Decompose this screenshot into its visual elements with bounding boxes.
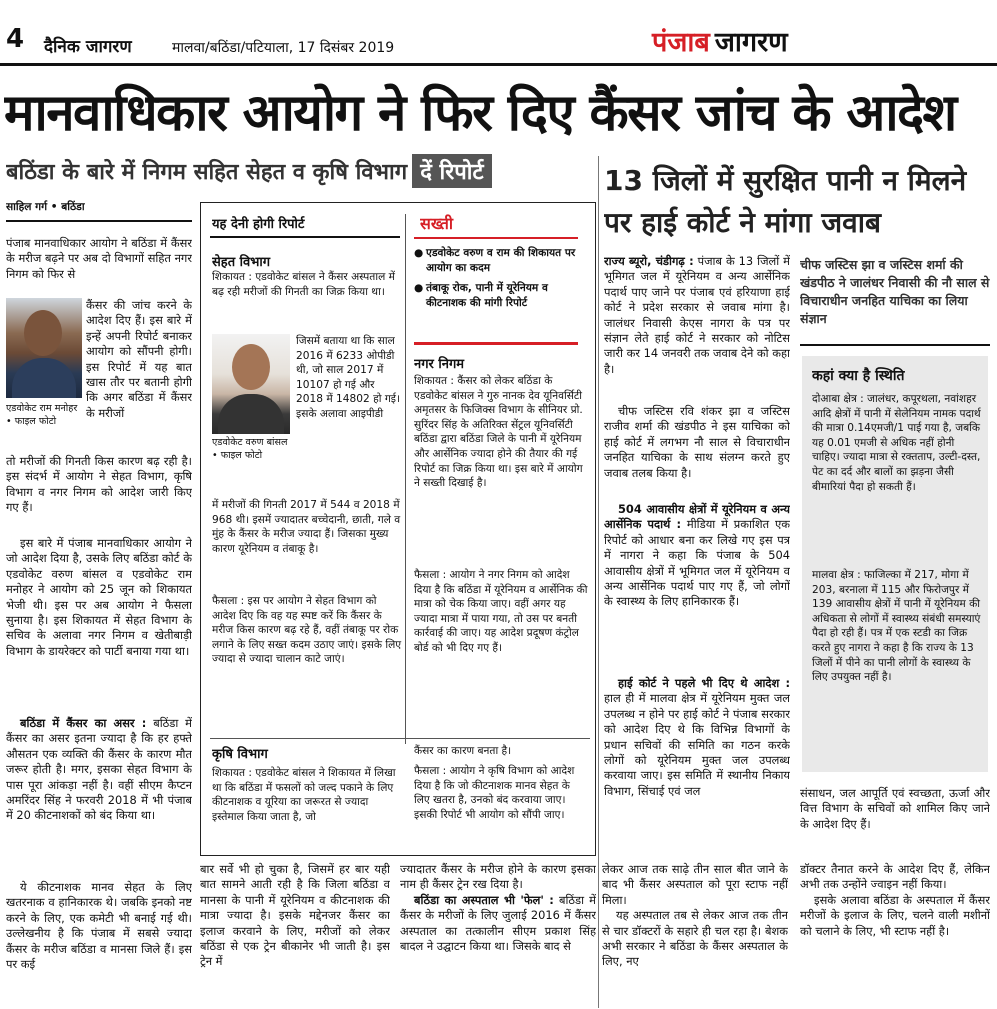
reporter-photo	[6, 298, 82, 398]
strict-bullets	[414, 246, 586, 338]
dateline: राज्य ब्यूरो, चंडीगढ़ :	[604, 254, 694, 268]
bottom-col2	[400, 862, 596, 1008]
status-malwa: मालवा क्षेत्र : फाजिल्का में 217, मोगा में 203, बरनाला में 115 और फिरोजपुर में 139 आवासीय क्षेत्रों में पानी में यूरेनियम की अधिकता से लोगों में स्वास्थ्य संबंधी समस्याएं पैदा हो रही हैं। पत्र में एक स्टडी का जिक्र करते हुए नागरा ने कहा है कि राज्य के 13 जिलों में पीने का पानी लोगों के स्वास्थ्य के लिए उपयुक्त नहीं है।	[812, 569, 981, 684]
right-para1	[604, 254, 790, 402]
header-rule	[0, 63, 997, 66]
page-header	[0, 0, 997, 62]
health-side: जिसमें बताया था कि साल 2016 में 6233 ओपीडी थी, जो साल 2017 में 10107 हो गई और 2018 में 14802 हो गई। इसके अलावा आइपीडी	[296, 335, 401, 420]
para3-text: बठिंडा में कैंसर का असर इतना ज्यादा है कि हर हफ्ते औसतन एक व्यक्ति की कैंसर के कारण मौत जरूर होती है। मगर, इसका सेहत विभाग के पास पूरा आंकड़ा नहीं है। वहीं सीएम कैप्टन अमरिंदर सिंह ने फरवरी 2018 में भी पंजाब में 20 कीटनाशकों को बंद किया था।	[6, 716, 192, 823]
bottom-col4	[800, 862, 990, 1008]
photo-caption-ram: एडवोकेट राम मनोहर • फाइल फोटो	[6, 403, 78, 427]
status-box-title: कहां क्या है स्थिति	[812, 368, 905, 384]
page-number: 4	[6, 24, 25, 54]
bansal-photo	[212, 334, 290, 434]
right-para2	[604, 404, 790, 500]
agri-title: कृषि विभाग	[212, 747, 268, 762]
health-complaint: शिकायत : एडवोकेट बांसल ने कैंसर अस्पताल में बढ़ रही मरीजों की गिनती का जिक्र किया था।	[212, 271, 395, 298]
brand-part1: पंजाब	[652, 27, 710, 58]
health-decision: फैसला : इस पर आयोग ने सेहत विभाग को आदेश दिए कि वह यह स्पष्ट करें कि कैंसर के मरीज किस कारण बढ़ रहे हैं, वहीं तंबाकू पर रोक लगाने के लिए सख्त कदम उठाए जाएं। इसके लिए ज्यादा से ज्यादा चालान काटे जाएं।	[212, 595, 402, 666]
bullet-dot-icon: ●	[414, 247, 424, 259]
deck-rule	[800, 344, 990, 346]
para3-lead: बठिंडा में कैंसर का असर :	[20, 716, 147, 730]
brand-part2: जागरण	[714, 27, 788, 58]
left-para1-side: कैंसर की जांच करने के आदेश दिए हैं। इस बारे में इन्हें अपनी रिपोर्ट बनाकर आयोग को सौंपनी होगी। इस रिपोर्ट में यह बात खास तौर पर बतानी होगी कि अगर बठिंडा में कैंसर के मरीजों	[86, 298, 192, 420]
report-box-divider	[405, 214, 406, 744]
col2-a: ज्यादातर कैंसर के मरीज होने के कारण इसका नाम ही कैंसर ट्रेन रख दिया है।	[400, 862, 596, 892]
right-para4-lead: हाई कोर्ट ने पहले भी दिए थे आदेश :	[618, 676, 790, 690]
paper-name: दैनिक जागरण	[44, 37, 132, 57]
right-para3-text: मीडिया में प्रकाशित एक रिपोर्ट को आधार बना कर लिखे गए इस पत्र में नागरा ने कहा कि पंजाब के 504 आवासीय क्षेत्रों में भूमिगत जल में यूरेनियम व अन्य आर्सेनिक पदार्थ पाए गए हैं, जो लोगों के स्वास्थ्य के लिए हानिकारक हैं।	[604, 517, 790, 609]
left-subhead	[6, 154, 596, 198]
corp-title: नगर निगम	[414, 357, 465, 372]
left-para4	[6, 880, 192, 1006]
right-deck: चीफ जस्टिस झा व जस्टिस शर्मा की खंडपीठ ने जालंधर निवासी की नौ साल से विचाराधीन जनहित याचिका का लिया संज्ञान	[800, 257, 990, 326]
agri-cont: कैंसर का कारण बनता है।	[414, 745, 512, 757]
report-title-rule	[210, 236, 400, 238]
col4-b: इसके अलावा बठिंडा के अस्पताल में कैंसर मरीजों के इलाज के लिए, चलने वाली मशीनों को चलाने के लिए, भी स्टाफ नहीं है।	[800, 892, 990, 938]
left-rule	[6, 220, 192, 222]
right-para2-text: चीफ जस्टिस रवि शंकर झा व जस्टिस राजीव शर्मा की खंडपीठ ने इस याचिका को हाई कोर्ट में लगभग नौ साल से विचाराधीन जनहित याचिका के साथ संलग्न करते हुए जवाब तलब किया है।	[604, 404, 790, 480]
subhead-text: बठिंडा के बारे में निगम सहित सेहत व कृषि विभाग	[6, 160, 408, 185]
brand-logo	[652, 22, 788, 59]
strict-bullet-2	[414, 281, 586, 310]
edition-date: मालवा/बठिंडा/पटियाला, 17 दिसंबर 2019	[172, 40, 395, 56]
health-title: सेहत विभाग	[212, 255, 271, 270]
left-para3	[6, 716, 192, 866]
bansal-body	[218, 394, 284, 434]
para4-text: ये कीटनाशक मानव सेहत के लिए खतरनाक व हानिकारक थे। जबकि इनको नष्ट करने के लिए, एक कमेटी भी बनाई गई थी। उल्लेखनीय है कि पंजाब में सबसे ज्यादा कैंसर के मरीज बठिंडा व मानसा जिले हैं। इस पर कई	[6, 880, 192, 972]
photo-caption-bansal: एडवोकेट वरुण बांसल • फाइल फोटो	[212, 437, 288, 461]
right-headline: 13 जिलों में सुरक्षित पानी न मिलने पर हाई कोर्ट ने मांगा जवाब	[604, 164, 967, 239]
strict-title: सख्ती	[420, 214, 454, 233]
agri-rule	[210, 738, 590, 739]
bullet-dot-icon: ●	[414, 282, 424, 295]
col3-b: यह अस्पताल तब से लेकर आज तक तीन से चार डॉक्टरों के सहारे ही चल रहा है। बेशक अभी सरकार ने बठिंडा के कैंसर अस्पताल के लिए, नए	[602, 908, 788, 969]
left-para1-top: पंजाब मानवाधिकार आयोग ने बठिंडा में कैंसर के मरीज बढ़ने पर अब दो विभागों सहित नगर निगम को फिर से	[6, 236, 192, 281]
col3-a: लेकर आज तक साढ़े तीन साल बीत जाने के बाद भी कैंसर अस्पताल को पूरा स्टाफ नहीं मिला।	[602, 862, 788, 907]
agri-decision: फैसला : आयोग ने कृषि विभाग को आदेश दिया है कि जो कीटनाशक मानव सेहत के लिए खतरा है, उनको बंद करवाया जाए। इसकी रिपोर्ट भी आयोग को सौंपी जाए।	[414, 765, 575, 821]
main-headline: मानवाधिकार आयोग ने फिर दिए कैंसर जांच के आदेश	[4, 84, 956, 143]
right-para5: संसाधन, जल आपूर्ति एवं स्वच्छता, ऊर्जा और वित्त विभाग के सचिवों को शामिल किए जाने के आदेश दिए हैं।	[800, 786, 990, 831]
col2-lead: बठिंडा का अस्पताल भी 'फेल' :	[414, 892, 554, 907]
left-para2	[6, 536, 192, 720]
col2-b: बठिंडा में कैंसर के मरीजों के लिए जुलाई 2016 में कैंसर अस्पताल का तत्कालीन सीएम प्रकाश सिंह बादल ने उद्घाटन किया था। जिसके बाद से	[400, 892, 596, 954]
byline: साहिल गर्ग • बठिंडा	[6, 201, 85, 213]
bottom-col3	[602, 862, 788, 1008]
right-para4-text: हाल ही में मालवा क्षेत्र में यूरेनियम मुक्त जल उपलब्ध न होने पर हाई कोर्ट ने पंजाब सरकार को आदेश दिए थे कि विभिन्न विभागों के प्रधान सचिवों की समिति का गठन करके लोगों को यूरेनियम मुक्त जल उपलब्ध करवाया जाए। इस समिति में स्थानीय निकाय विभाग, सिंचाई एवं जल	[604, 691, 790, 798]
subhead-tag: दें रिपोर्ट	[412, 154, 491, 188]
corp-complaint: शिकायत : कैंसर को लेकर बठिंडा के एडवोकेट बांसल ने गुरु नानक देव यूनिवर्सिटी अमृतसर के फिजिक्स विभाग के सीनियर प्रो. सुरिंदर सिंह के अतिरिक्त सेंट्रल यूनिवर्सिटी बठिंडा द्वारा बठिंडा जिले के पानी में यूरेनियम और आर्सेनिक ज्यादा होने की तैयार की गई रिपोर्ट का जिक्र किया था। इस बारे में आयोग ने सख्ती दिखाई है।	[414, 375, 583, 490]
right-para1-text: पंजाब के 13 जिलों में भूमिगत जल में यूरेनियम व अन्य आर्सेनिक पदार्थ पाए जाने पर पंजाब एवं हरियाणा हाई कोर्ट ने प्रदेश सरकार से जवाब मांगा है। जालंधर निवासी केएस नागरा के पत्र पर संज्ञान लेते हाई कोर्ट ने सरकार को नोटिस जारी कर 14 जनवरी तक जवाब देने को कहा है।	[604, 254, 790, 376]
col4-a: डॉक्टर तैनात करने के आदेश दिए हैं, लेकिन अभी तक उन्होंने ज्वाइन नहीं किया।	[800, 862, 990, 892]
left-para1-rest: तो मरीजों की गिनती किस कारण बढ़ रही है। इस संदर्भ में आयोग ने सेहत विभाग, कृषि विभाग व नगर निगम को आदेश जारी किए गए हैं।	[6, 454, 192, 515]
right-para3	[604, 502, 790, 672]
right-divider	[598, 156, 599, 1008]
strict-bullet-1	[414, 246, 586, 275]
corp-decision: फैसला : आयोग ने नगर निगम को आदेश दिया है कि बठिंडा में यूरेनियम व आर्सेनिक की मात्रा को चेक किया जाए। वहीं अगर यह ज्यादा मात्रा में पाया गया, तो उस पर बनती कार्रवाई की जाए। यह आदेश प्रदूषण कंट्रोल बोर्ड को भी दिए गए हैं।	[414, 569, 588, 654]
health-rest: में मरीजों की गिनती 2017 में 544 व 2018 में 968 थी। इसमें ज्यादातर बच्चेदानी, छाती, गले व मुंह के कैंसर के मरीज ज्यादा हैं। जिसका मुख्य कारण यूरेनियम व तंबाकू है।	[212, 499, 401, 555]
bottom-col1: बार सर्वे भी हो चुका है, जिसमें हर बार यही बात सामने आती रही है कि जिला बठिंडा व मानसा के पानी में यूरेनियम व कीटनाशक की मात्रा ज्यादा है। इसके मद्देनजर कैंसर का इलाज करवाने के लिए, मरीजों को लेकर बठिंडा से एक ट्रेन बीकानेर भी जाती है। इस ट्रेन में	[200, 862, 390, 969]
strict-bullet-1-text: एडवोकेट वरुण व राम की शिकायत पर आयोग का कदम	[426, 247, 576, 274]
agri-complaint: शिकायत : एडवोकेट बांसल ने शिकायत में लिखा था कि बठिंडा में फसलों को जल्द पकाने के लिए कीटनाशक व यूरिया का जरूरत से ज्यादा इस्तेमाल किया जाता है, जो	[212, 767, 396, 823]
bansal-face	[232, 344, 270, 390]
report-title: यह देनी होगी रिपोर्ट	[212, 217, 305, 232]
photo-body	[12, 358, 76, 398]
para2-text: इस बारे में पंजाब मानवाधिकार आयोग ने जो आदेश दिया है, उसके लिए बठिंडा कोर्ट के एडवोकेट वरुण बांसल व एडवोकेट राम मनोहर ने आयोग को 25 जून को शिकायत भेजी थी। इस पर अब आयोग ने फैसला सुनाया है। इस शिकायत में सेहत विभाग के सचिव के अलावा नगर निगम व खेतीबाड़ी विभाग के डायरेक्टर को पार्टी बनाया गया था।	[6, 536, 192, 658]
photo-face	[24, 310, 62, 356]
corp-top-rule	[414, 342, 578, 345]
right-para4	[604, 676, 790, 860]
right-para3-lead: 504 आवासीय क्षेत्रों में यूरेनियम व अन्य आर्सेनिक पदार्थ :	[604, 502, 790, 532]
strict-bullet-2-text: तंबाकू रोक, पानी में यूरेनियम व कीटनाशक की मांगी रिपोर्ट	[426, 282, 548, 309]
strict-rule	[414, 237, 578, 239]
status-doaba: दोआबा क्षेत्र : जालंधर, कपूरथला, नवांशहर आदि क्षेत्रों में पानी में सेलेनियम नामक पदार्थ की मात्रा 0.14एमजी/1 पाई गया है, जबकि यह 0.01 एमजी से अधिक नहीं होनी चाहिए। ज्यादा मात्रा से रक्तताप, उल्टी-दस्त, पेट का दर्द और बालों का झड़ना जैसी बीमारियां पैदा हो सकती हैं।	[812, 393, 981, 493]
